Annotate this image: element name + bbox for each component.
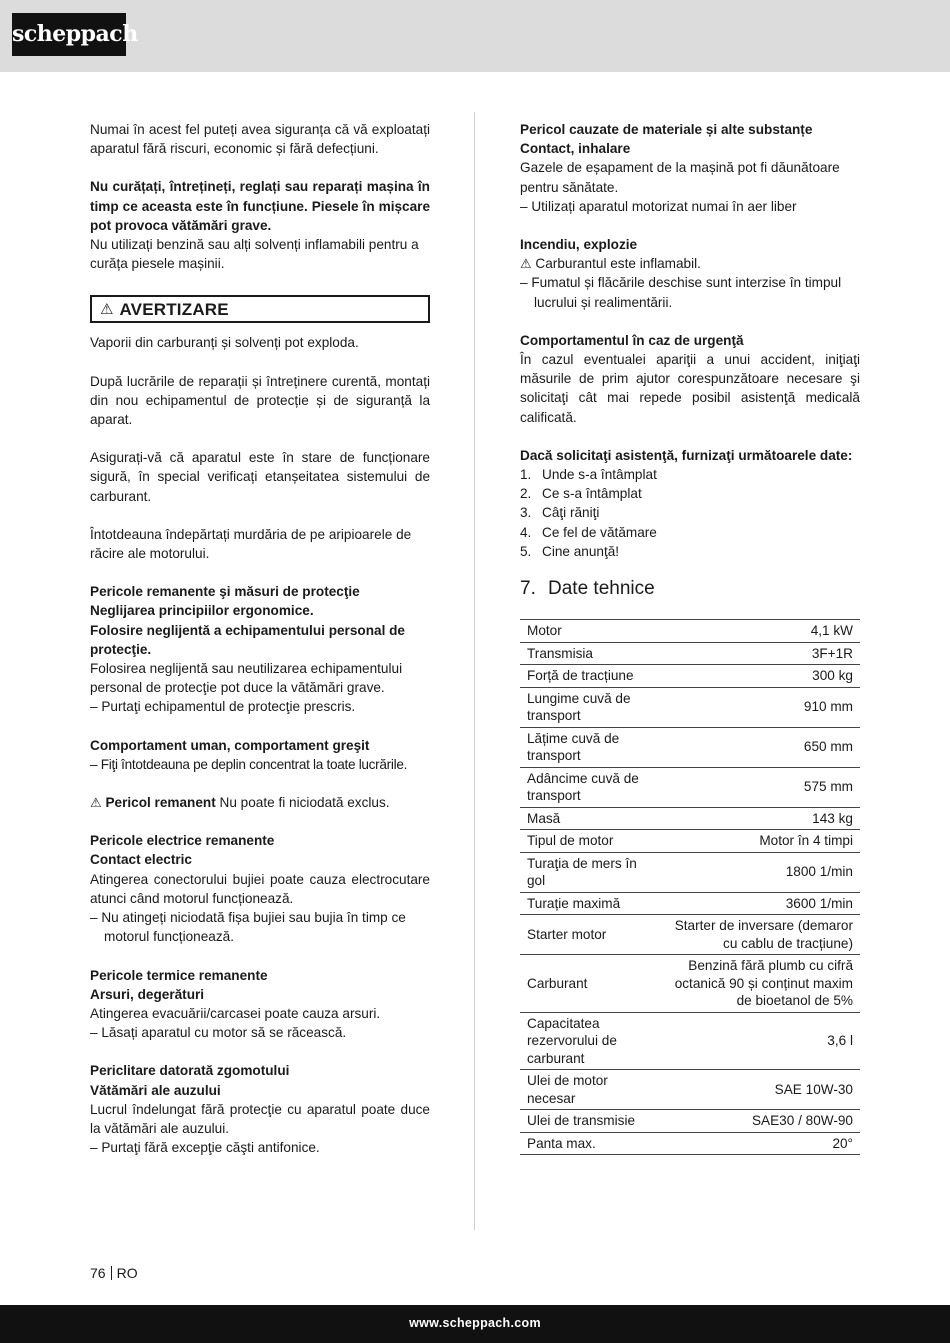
spec-label: Motor <box>527 623 562 639</box>
table-row <box>520 892 860 915</box>
spec-value: SAE30 / 80W-90 <box>751 1113 853 1129</box>
cleaning-warning-bold: Nu curățați, întrețineți, reglați sau reparați mașina în timp ce aceasta este în funcțiune. Piesele în mișcare pot provoca vătămări grave. <box>90 179 430 233</box>
section-title <box>520 577 860 601</box>
spec-value: 20° <box>832 1135 853 1151</box>
spec-value: Starter de inversare (demaror cu cablu de tracțiune) <box>674 918 853 951</box>
section-title-text: Date tehnice <box>548 578 655 600</box>
spec-label: Tipul de motor <box>527 833 614 849</box>
page-number-value: 76 <box>90 1265 106 1281</box>
spec-label: Masă <box>527 810 561 826</box>
warning-label: AVERTIZARE <box>119 299 229 319</box>
spec-value: 910 mm <box>803 699 853 715</box>
list-item: 4. Ce fel de vătămare <box>520 524 657 540</box>
assistance-heading: Dacă solicitaţi asistenţă, furnizaţi următoarele date: <box>520 447 853 463</box>
warning-triangle-icon: ⚠ <box>100 300 114 318</box>
list-item: 1. Unde s-a întâmplat <box>520 467 657 483</box>
footer-bar <box>0 1305 950 1343</box>
spec-label: Capacitatea rezervorului de carburant <box>527 1015 617 1066</box>
thermal-subheading: Arsuri, degerături <box>90 986 205 1002</box>
electric-heading: Pericole electrice remanente <box>90 833 275 849</box>
right-column <box>520 120 860 1155</box>
residual-heading: Pericole remanente şi măsuri de protecţie <box>90 584 360 600</box>
warning-text-2: După lucrările de reparații și întreținere curentă, montați din nou echipamentul de protecție și de siguranță la aparat. <box>90 373 430 428</box>
residual-subheading-2: Folosire neglijentă a echipamentului personal de protecţie. <box>90 622 405 657</box>
table-row <box>520 830 860 853</box>
list-item: 2. Ce s-a întâmplat <box>520 486 642 502</box>
noise-heading: Periclitare datorată zgomotului <box>90 1063 290 1079</box>
emergency-heading: Comportamentul în caz de urgenţă <box>520 332 744 348</box>
thermal-text: Atingerea evacuării/carcasei poate cauza arsuri. <box>90 1005 381 1021</box>
intro-text: Numai în acest fel puteți avea siguranța că vă exploatați aparatul fără riscuri, economic și fără defecțiuni. <box>90 122 430 157</box>
page-separator <box>111 1266 112 1280</box>
spec-label: Carburant <box>527 975 588 991</box>
header-bar <box>0 0 950 72</box>
spec-label: Turație maximă <box>527 895 621 911</box>
spec-value: 300 kg <box>812 668 853 684</box>
emergency-text: În cazul eventualei apariţii a unui accident, iniţiaţi măsurile de prim ajutor corespunzătoare necesare şi solicitaţi cât mai repede posibil asistenţă medicală calificată. <box>520 352 860 425</box>
spec-table <box>520 619 860 1155</box>
table-row <box>520 1110 860 1133</box>
spec-value: Benzină fără plumb cu cifră octanică 90 și conținut maxim de bioetanol de 5% <box>674 958 853 1009</box>
spec-label: Lungime cuvă de transport <box>527 690 631 724</box>
noise-subheading: Vătămări ale auzului <box>90 1082 221 1098</box>
electric-subheading: Contact electric <box>90 852 192 868</box>
assistance-list <box>520 465 860 561</box>
table-row <box>520 620 860 643</box>
fire-text: Carburantul este inflamabil. <box>531 256 701 272</box>
table-row <box>520 642 860 665</box>
spec-value: 1800 1/min <box>785 864 853 880</box>
fire-heading: Incendiu, explozie <box>520 237 638 253</box>
spec-label: Turaţia de mers în gol <box>527 855 637 889</box>
table-row <box>520 665 860 688</box>
residual-danger-text: Nu poate fi niciodată exclus. <box>215 795 390 811</box>
warning-box <box>90 295 430 323</box>
cleaning-warning-text: Nu utilizați benzină sau alți solvenți inflamabili pentru a curăța piesele mașinii. <box>90 237 419 272</box>
residual-danger-line <box>90 793 430 812</box>
residual-item: – Purtaţi echipamentul de protecţie prescris. <box>90 699 356 715</box>
thermal-heading: Pericole termice remanente <box>90 967 268 983</box>
warning-text-4: Întotdeauna îndepărtați murdăria de pe aripioarele de răcire ale motorului. <box>90 526 412 562</box>
electric-text: Atingerea conectorului bujiei poate cauza electrocutare atunci când motorul funcționează. <box>90 871 430 906</box>
behaviour-heading: Comportament uman, comportament greşit <box>90 737 370 753</box>
brand-logo: scheppach <box>12 13 126 56</box>
spec-value: 3,6 l <box>827 1033 853 1049</box>
noise-item: – Purtaţi fără excepţie căşti antifonice. <box>90 1140 320 1156</box>
noise-text: Lucrul îndelungat fără protecţie cu aparatul poate duce la vătămări ale auzului. <box>90 1101 430 1136</box>
column-divider <box>474 112 475 1230</box>
materials-subheading: Contact, inhalare <box>520 141 631 157</box>
table-row <box>520 955 860 1013</box>
spec-value: 3F+1R <box>811 645 853 661</box>
warning-triangle-icon: ⚠ <box>520 256 532 272</box>
left-column <box>90 120 430 1157</box>
spec-value: Motor în 4 timpi <box>759 833 853 849</box>
spec-label: Ulei de transmisie <box>527 1113 636 1129</box>
list-item: 3. Câţi răniţi <box>520 505 600 521</box>
spec-label: Forță de tracțiune <box>527 668 634 684</box>
language-code: RO <box>116 1265 138 1281</box>
spec-value: SAE 10W-30 <box>774 1081 853 1097</box>
warning-text-1: Vaporii din carburanți și solvenți pot exploda. <box>90 335 359 351</box>
spec-label: Adâncime cuvă de transport <box>527 770 639 804</box>
list-item: 5. Cine anunţă! <box>520 543 620 559</box>
spec-value: 4,1 kW <box>810 623 853 639</box>
residual-subheading-1: Neglijarea principiilor ergonomice. <box>90 603 314 619</box>
spec-value: 3600 1/min <box>785 895 853 911</box>
spec-value: 143 kg <box>812 810 853 826</box>
table-row <box>520 727 860 767</box>
table-row <box>520 852 860 892</box>
spec-value: 575 mm <box>803 779 853 795</box>
thermal-item: – Lăsați aparatul cu motor să se răcească. <box>90 1025 347 1041</box>
materials-text: Gazele de eșapament de la mașină pot fi dăunătoare pentru sănătate. <box>520 160 840 195</box>
fire-line <box>520 254 860 273</box>
residual-danger-bold: Pericol remanent <box>105 795 216 811</box>
table-row <box>520 807 860 830</box>
spec-label: Panta max. <box>527 1135 596 1151</box>
spec-value: 650 mm <box>803 739 853 755</box>
electric-item: – Nu atingeți niciodată fișa bujiei sau bujia în timp ce motorul funcționează. <box>90 910 406 945</box>
table-row <box>520 1070 860 1110</box>
materials-item: – Utilizați aparatul motorizat numai în aer liber <box>520 198 797 214</box>
table-row <box>520 767 860 807</box>
fire-item: – Fumatul și flăcările deschise sunt interzise în timpul lucrului și realimentării. <box>520 275 842 310</box>
spec-label: Ulei de motor necesar <box>527 1073 608 1106</box>
page-number <box>90 1264 138 1283</box>
spec-label: Lățime cuvă de transport <box>527 730 620 764</box>
table-row <box>520 1012 860 1070</box>
table-row <box>520 1132 860 1155</box>
table-row <box>520 687 860 727</box>
spec-label: Starter motor <box>527 926 607 942</box>
warning-triangle-icon: ⚠ <box>90 795 102 811</box>
table-row <box>520 915 860 955</box>
materials-heading: Pericol cauzate de materiale și alte substanțe <box>520 122 813 137</box>
warning-text-3: Asigurați-vă că aparatul este în stare de funcționare sigură, în special verificați etanșeitatea sistemului de carburant. <box>90 450 430 504</box>
section-number: 7. <box>520 578 536 600</box>
residual-text: Folosirea neglijentă sau neutilizarea echipamentului personal de protecţie pot duce la vătămări grave. <box>90 661 403 696</box>
behaviour-item: – Fiţi întotdeauna pe deplin concentrat la toate lucrările. <box>90 756 408 772</box>
spec-label: Transmisia <box>527 645 593 661</box>
website-url: www.scheppach.com <box>409 1316 541 1330</box>
